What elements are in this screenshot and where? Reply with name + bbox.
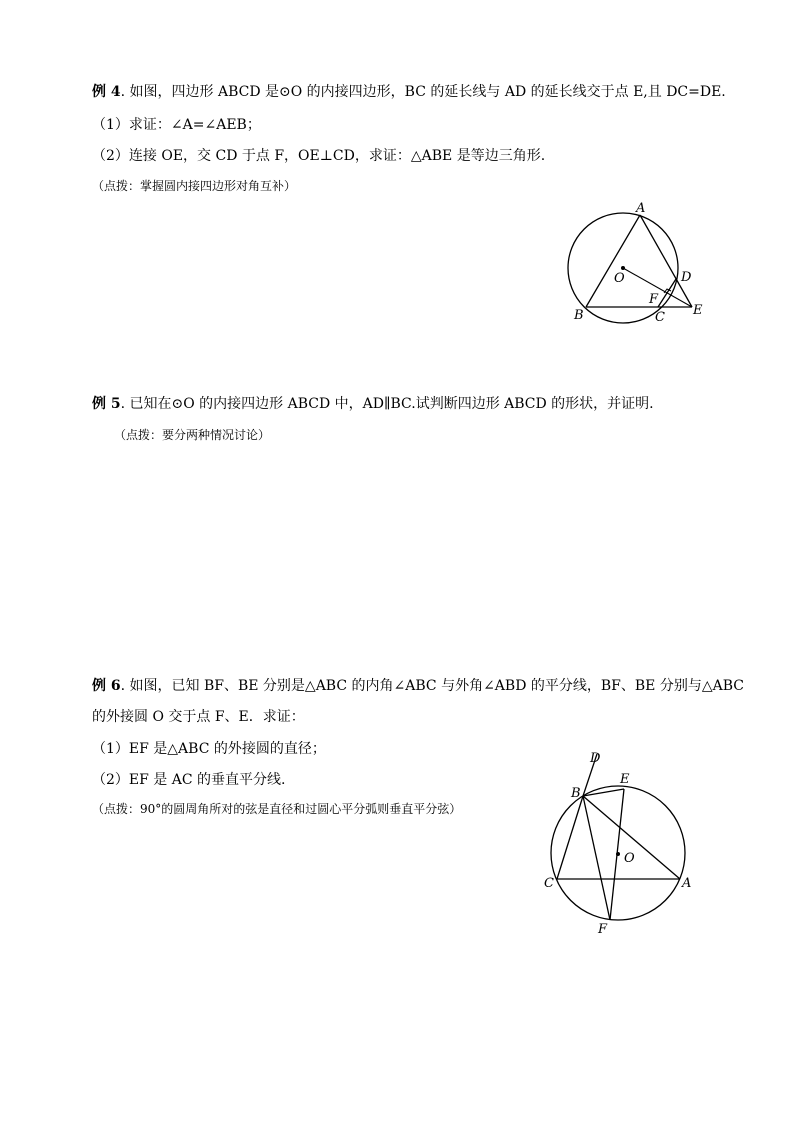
ex6-center-dot: [616, 852, 620, 856]
ex5-stem-line: [92, 395, 654, 413]
ex4-figure: [560, 198, 710, 328]
ex6-label-C: C: [544, 876, 554, 891]
ex5-hint: （点拨：要分两种情况讨论）: [114, 428, 271, 442]
ex4-label: 例 4: [92, 84, 121, 100]
ex5-label: 例 5: [92, 396, 121, 412]
ex6-label-A: A: [682, 876, 692, 891]
ex6-stem-1: . 如图，已知 BF、BE 分别是△ABC 的内角∠ABC 与外角∠ABD 的平分线，BF、BE 分别与△ABC: [120, 678, 744, 694]
ex4-question-1: （1）求证：∠A=∠AEB；: [92, 117, 261, 133]
ex6-stem-line-1: [92, 677, 744, 695]
ex4-label-C: C: [655, 310, 665, 325]
ex6-hint: （点拨：90°的圆周角所对的弦是直径和过圆心平分弧则垂直平分弦）: [92, 802, 462, 816]
ex4-label-D: D: [681, 270, 692, 285]
ex4-label-B: B: [574, 308, 584, 323]
ex6-question-2: （2）EF 是 AC 的垂直平分线.: [92, 772, 286, 788]
ex6-label: 例 6: [92, 678, 121, 694]
ex6-label-O: O: [624, 851, 635, 866]
ex4-line-AE: [640, 215, 692, 307]
ex4-stem-line: [92, 83, 726, 101]
ex4-label-E: E: [693, 303, 703, 318]
ex6-question-1: （1）EF 是△ABC 的外接圆的直径；: [92, 741, 326, 757]
ex4-stem: . 如图，四边形 ABCD 是⊙O 的内接四边形，BC 的延长线与 AD 的延长线交于点 E,且 DC=DE.: [120, 84, 726, 100]
ex6-line-BC: [557, 796, 583, 879]
ex6-label-D: D: [590, 751, 601, 766]
ex4-label-F: F: [649, 292, 659, 307]
ex4-label-A: A: [636, 201, 646, 216]
ex4-question-2: （2）连接 OE，交 CD 于点 F，OE⊥CD，求证：△ABE 是等边三角形.: [92, 148, 546, 164]
ex4-line-AB: [586, 215, 640, 307]
ex6-label-E: E: [620, 772, 630, 787]
ex6-line-BF: [583, 796, 610, 920]
ex4-hint: （点拨：掌握圆内接四边形对角互补）: [92, 179, 297, 193]
ex6-stem-line-2: 的外接圆 O 交于点 F、E．求证：: [92, 709, 305, 725]
ex6-label-F: F: [598, 922, 608, 937]
ex5-stem: . 已知在⊙O 的内接四边形 ABCD 中，AD∥BC.试判断四边形 ABCD 的形状，并证明.: [120, 396, 654, 412]
ex6-label-B: B: [571, 786, 581, 801]
ex6-figure: [538, 748, 708, 938]
ex6-line-BA: [583, 796, 680, 879]
ex4-label-O: O: [614, 271, 625, 286]
ex4-center-dot: [621, 266, 625, 270]
